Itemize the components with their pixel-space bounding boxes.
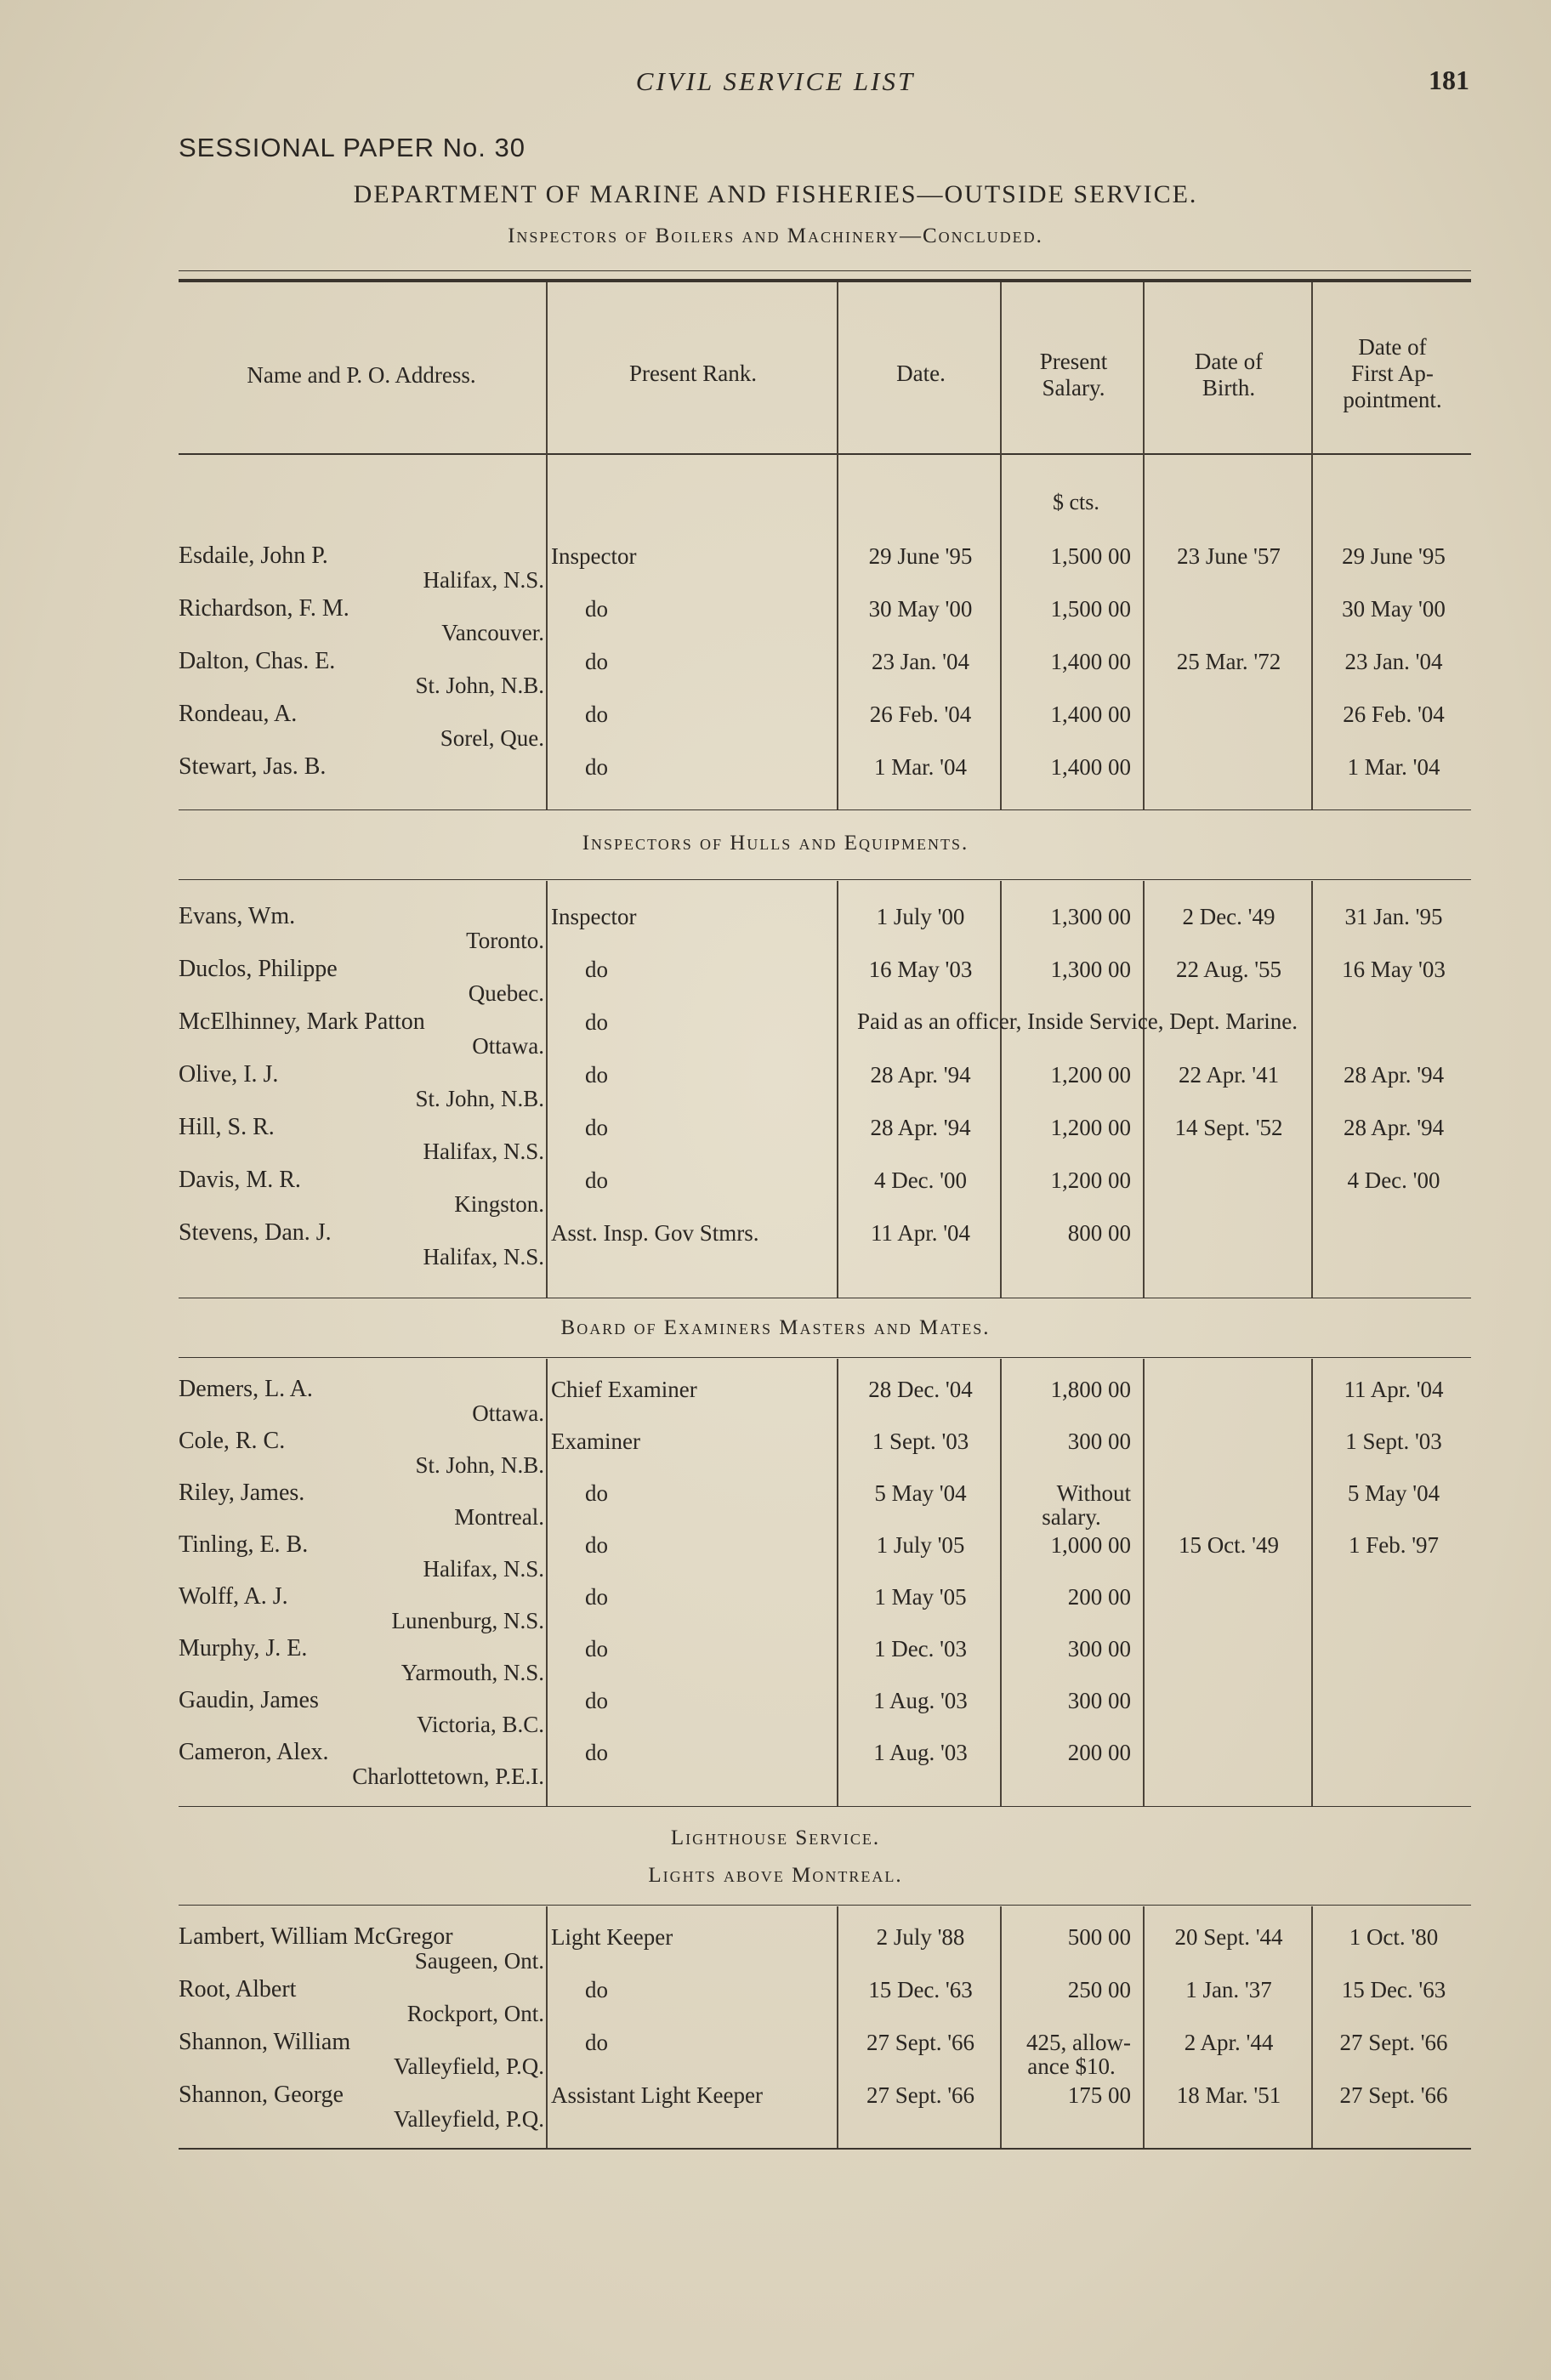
entry-birth: 14 Sept. '52 bbox=[1174, 1115, 1283, 1140]
entry-salary: 1,400 00 bbox=[1050, 702, 1131, 727]
entry-address: Charlottetown, P.E.I. bbox=[352, 1764, 544, 1789]
entry-name: Richardson, F. M. bbox=[179, 595, 349, 622]
entry-address: Victoria, B.C. bbox=[417, 1712, 544, 1737]
entry-name: Murphy, J. E. bbox=[179, 1635, 308, 1661]
entry-date: 28 Dec. '04 bbox=[868, 1377, 973, 1402]
entry-rank: do bbox=[585, 1532, 608, 1558]
entry-address: Yarmouth, N.S. bbox=[401, 1660, 544, 1685]
column-rule bbox=[546, 1906, 548, 2148]
entry-first-appointment: 11 Apr. '04 bbox=[1344, 1377, 1444, 1402]
entry-rank: Assistant Light Keeper bbox=[551, 2082, 763, 2108]
entry-first-appointment: 1 Feb. '97 bbox=[1348, 1532, 1440, 1558]
col-header-name: Name and P. O. Address. bbox=[247, 362, 476, 388]
entry-address: Toronto. bbox=[466, 928, 544, 953]
entry-salary: Without bbox=[1056, 1480, 1131, 1506]
rule bbox=[179, 270, 1471, 271]
entry-rank: do bbox=[585, 596, 608, 622]
entry-name: McElhinney, Mark Patton bbox=[179, 1008, 425, 1035]
entry-salary: 1,500 00 bbox=[1050, 596, 1131, 622]
entry-salary: 300 00 bbox=[1067, 1688, 1131, 1713]
column-rule bbox=[1000, 282, 1002, 809]
entry-birth: 20 Sept. '44 bbox=[1174, 1924, 1283, 1950]
entry-first-appointment: 16 May '03 bbox=[1342, 957, 1446, 982]
entry-address: Valleyfield, P.Q. bbox=[394, 2106, 544, 2132]
col-header-first-line3: pointment. bbox=[1343, 387, 1442, 412]
column-rule bbox=[1311, 1906, 1313, 2148]
entry-name: Root, Albert bbox=[179, 1976, 297, 2002]
entry-salary: 1,200 00 bbox=[1050, 1115, 1131, 1140]
rule bbox=[179, 1357, 1471, 1358]
entry-first-appointment: 26 Feb. '04 bbox=[1343, 702, 1445, 727]
entry-salary: 1,200 00 bbox=[1050, 1167, 1131, 1193]
section-title-lighthouse: Lighthouse Service. bbox=[670, 1826, 881, 1849]
section-subtitle-lights: Lights above Montreal. bbox=[648, 1864, 903, 1887]
entry-birth: 23 June '57 bbox=[1177, 543, 1281, 569]
entry-rank: do bbox=[585, 1636, 608, 1661]
rule bbox=[179, 879, 1471, 880]
entry-name: Shannon, William bbox=[179, 2029, 351, 2055]
entry-rank: Light Keeper bbox=[551, 1924, 673, 1950]
rule bbox=[179, 1905, 1471, 1906]
column-rule bbox=[1311, 282, 1313, 809]
entry-address: Halifax, N.S. bbox=[423, 1244, 544, 1270]
entry-address: Quebec. bbox=[468, 980, 544, 1006]
entry-name: Olive, I. J. bbox=[179, 1061, 279, 1088]
entry-rank: Inspector bbox=[551, 904, 637, 929]
entry-first-appointment: 28 Apr. '94 bbox=[1343, 1062, 1445, 1088]
rule bbox=[179, 453, 1471, 455]
entry-salary: 175 00 bbox=[1067, 2082, 1131, 2108]
entry-first-appointment: 27 Sept. '66 bbox=[1339, 2082, 1448, 2108]
column-rule bbox=[546, 881, 548, 1298]
entry-salary: 1,800 00 bbox=[1050, 1377, 1131, 1402]
entry-date: 1 July '05 bbox=[876, 1532, 965, 1558]
col-header-salary bbox=[1003, 349, 1144, 401]
entry-birth: 1 Jan. '37 bbox=[1185, 1977, 1272, 2002]
entry-address: St. John, N.B. bbox=[415, 1086, 544, 1111]
entry-name: Cameron, Alex. bbox=[179, 1739, 329, 1765]
entry-address: Saugeen, Ont. bbox=[414, 1948, 544, 1974]
entry-date: 26 Feb. '04 bbox=[869, 702, 972, 727]
entry-rank: do bbox=[585, 957, 608, 982]
entry-salary: 1,300 00 bbox=[1050, 957, 1131, 982]
entry-name: Esdaile, John P. bbox=[179, 542, 328, 569]
entry-address: Sorel, Que. bbox=[440, 725, 544, 751]
entry-date: 1 May '05 bbox=[874, 1584, 967, 1610]
entry-date: 2 July '88 bbox=[876, 1924, 965, 1950]
entry-birth: 25 Mar. '72 bbox=[1176, 649, 1281, 674]
entry-first-appointment: 27 Sept. '66 bbox=[1339, 2030, 1448, 2055]
entry-rank: Inspector bbox=[551, 543, 637, 569]
entry-name: Evans, Wm. bbox=[179, 903, 296, 929]
entry-date: 28 Apr. '94 bbox=[870, 1115, 971, 1140]
entry-rank: Chief Examiner bbox=[551, 1377, 697, 1402]
entry-birth: 22 Apr. '41 bbox=[1178, 1062, 1280, 1088]
entry-rank: do bbox=[585, 1167, 608, 1193]
entry-first-appointment: 1 Sept. '03 bbox=[1345, 1429, 1442, 1454]
entry-first-appointment: 1 Mar. '04 bbox=[1347, 754, 1440, 780]
currency-label: $ cts. bbox=[1053, 490, 1099, 514]
col-header-birth-line1: Date of bbox=[1194, 349, 1264, 374]
department-title: DEPARTMENT OF MARINE AND FISHERIES—OUTSIDE SERVICE. bbox=[353, 180, 1198, 208]
rule bbox=[179, 279, 1471, 282]
entry-birth: 22 Aug. '55 bbox=[1175, 957, 1282, 982]
entry-birth: 2 Dec. '49 bbox=[1182, 904, 1275, 929]
entry-name: Cole, R. C. bbox=[179, 1428, 286, 1454]
entry-rank: do bbox=[585, 1740, 608, 1765]
entry-date: 1 Dec. '03 bbox=[873, 1636, 968, 1661]
col-header-salary-line1: Present bbox=[1039, 349, 1108, 374]
column-rule bbox=[1000, 1359, 1002, 1806]
entry-address: Halifax, N.S. bbox=[423, 567, 544, 593]
rule bbox=[179, 2148, 1471, 2150]
entry-date: 23 Jan. '04 bbox=[871, 649, 970, 674]
running-head: CIVIL SERVICE LIST bbox=[635, 66, 916, 96]
column-rule bbox=[1000, 1906, 1002, 2148]
entry-date: 27 Sept. '66 bbox=[866, 2082, 975, 2108]
entry-rank: Asst. Insp. Gov Stmrs. bbox=[551, 1220, 759, 1246]
col-header-birth bbox=[1148, 349, 1310, 401]
entry-address: Montreal. bbox=[454, 1504, 544, 1530]
entry-name: Davis, M. R. bbox=[179, 1167, 301, 1193]
column-rule bbox=[1143, 282, 1145, 809]
entry-address: Halifax, N.S. bbox=[423, 1139, 544, 1164]
column-rule bbox=[546, 282, 548, 809]
col-header-rank: Present Rank. bbox=[629, 361, 757, 386]
entry-rank: do bbox=[585, 754, 608, 780]
entry-salary: 1,400 00 bbox=[1050, 649, 1131, 674]
entry-date: 1 Aug. '03 bbox=[873, 1740, 968, 1765]
entry-first-appointment: 28 Apr. '94 bbox=[1343, 1115, 1445, 1140]
entry-name: Rondeau, A. bbox=[179, 701, 298, 727]
column-rule bbox=[1143, 881, 1145, 1298]
entry-rank: do bbox=[585, 1584, 608, 1610]
entry-date: 30 May '00 bbox=[868, 596, 973, 622]
entry-salary: 300 00 bbox=[1067, 1636, 1131, 1661]
entry-first-appointment: 31 Jan. '95 bbox=[1344, 904, 1443, 929]
entry-name: Tinling, E. B. bbox=[179, 1531, 309, 1558]
entry-rank: do bbox=[585, 1480, 608, 1506]
entry-rank: Examiner bbox=[551, 1429, 640, 1454]
entry-address: Ottawa. bbox=[472, 1400, 544, 1426]
column-rule bbox=[546, 1359, 548, 1806]
rule bbox=[179, 809, 1471, 810]
section-title-boilers: Inspectors of Boilers and Machinery—Concluded. bbox=[508, 224, 1043, 247]
page-number: 181 bbox=[1429, 65, 1469, 95]
entry-rank: do bbox=[585, 1977, 608, 2002]
entry-address: Rockport, Ont. bbox=[406, 2001, 544, 2026]
entry-rank: do bbox=[585, 1688, 608, 1713]
entry-address: Valleyfield, P.Q. bbox=[394, 2053, 544, 2079]
entry-rank: do bbox=[585, 2030, 608, 2055]
entry-date: 11 Apr. '04 bbox=[870, 1220, 971, 1246]
entry-salary: 1,400 00 bbox=[1050, 754, 1131, 780]
entry-first-appointment: 30 May '00 bbox=[1342, 596, 1446, 622]
entry-date: 4 Dec. '00 bbox=[873, 1167, 968, 1193]
entry-date: 1 Sept. '03 bbox=[872, 1429, 969, 1454]
entry-date: 1 Aug. '03 bbox=[873, 1688, 968, 1713]
entry-birth: 2 Apr. '44 bbox=[1184, 2030, 1274, 2055]
entry-date: 5 May '04 bbox=[874, 1480, 967, 1506]
entry-name: Gaudin, James bbox=[179, 1687, 319, 1713]
entry-salary: 300 00 bbox=[1067, 1429, 1131, 1454]
entry-first-appointment: 15 Dec. '63 bbox=[1341, 1977, 1446, 2002]
entry-birth: 18 Mar. '51 bbox=[1176, 2082, 1281, 2108]
entry-rank: do bbox=[585, 649, 608, 674]
entry-address: Vancouver. bbox=[441, 620, 544, 645]
entry-rank: do bbox=[585, 1062, 608, 1088]
col-header-first-line2: First Ap- bbox=[1351, 361, 1434, 386]
entry-rank: do bbox=[585, 702, 608, 727]
col-header-salary-line2: Salary. bbox=[1042, 375, 1105, 400]
entry-name: Riley, James. bbox=[179, 1480, 305, 1506]
entry-note: Paid as an officer, Inside Service, Dept. Marine. bbox=[857, 1008, 1298, 1034]
entry-name: Shannon, George bbox=[179, 2082, 344, 2108]
entry-first-appointment: 1 Oct. '80 bbox=[1349, 1924, 1439, 1950]
column-rule bbox=[1311, 1359, 1313, 1806]
entry-address: St. John, N.B. bbox=[415, 673, 544, 698]
entry-salary: 1,500 00 bbox=[1050, 543, 1131, 569]
entry-salary: 1,000 00 bbox=[1050, 1532, 1131, 1558]
entry-salary: 425, allow- bbox=[1026, 2030, 1131, 2055]
section-title-hulls: Inspectors of Hulls and Equipments. bbox=[582, 832, 969, 855]
entry-name: Demers, L. A. bbox=[179, 1376, 313, 1402]
entry-birth: 15 Oct. '49 bbox=[1178, 1532, 1280, 1558]
entry-address: Kingston. bbox=[454, 1191, 544, 1217]
entry-name: Hill, S. R. bbox=[179, 1114, 275, 1140]
entry-salary: 1,300 00 bbox=[1050, 904, 1131, 929]
entry-address: St. John, N.B. bbox=[415, 1452, 544, 1478]
section-title-examiners: Board of Examiners Masters and Mates. bbox=[560, 1316, 991, 1339]
entry-salary: 200 00 bbox=[1067, 1740, 1131, 1765]
col-header-first-appointment bbox=[1314, 334, 1471, 413]
column-rule bbox=[1311, 881, 1313, 1298]
column-rule bbox=[837, 1359, 838, 1806]
entry-first-appointment: 4 Dec. '00 bbox=[1347, 1167, 1440, 1193]
entry-date: 15 Dec. '63 bbox=[868, 1977, 973, 2002]
entry-salary-note: salary. bbox=[1042, 1504, 1101, 1530]
entry-name: Duclos, Philippe bbox=[179, 956, 338, 982]
entry-rank: do bbox=[585, 1009, 608, 1035]
entry-date: 29 June '95 bbox=[868, 543, 973, 569]
entry-date: 28 Apr. '94 bbox=[870, 1062, 971, 1088]
entry-address: Halifax, N.S. bbox=[423, 1556, 544, 1582]
entry-salary: 800 00 bbox=[1067, 1220, 1131, 1246]
entry-date: 27 Sept. '66 bbox=[866, 2030, 975, 2055]
entry-salary: 200 00 bbox=[1067, 1584, 1131, 1610]
entry-date: 1 July '00 bbox=[876, 904, 965, 929]
entry-address: Ottawa. bbox=[472, 1033, 544, 1059]
col-header-first-line1: Date of bbox=[1358, 334, 1427, 360]
sessional-paper: SESSIONAL PAPER No. 30 bbox=[179, 133, 526, 162]
rule bbox=[179, 1806, 1471, 1807]
entry-address: Lunenburg, N.S. bbox=[391, 1608, 544, 1633]
entry-salary-note: ance $10. bbox=[1027, 2053, 1116, 2079]
entry-date: 16 May '03 bbox=[868, 957, 973, 982]
entry-first-appointment: 29 June '95 bbox=[1342, 543, 1446, 569]
entry-name: Wolff, A. J. bbox=[179, 1583, 288, 1610]
entry-name: Stewart, Jas. B. bbox=[179, 753, 327, 780]
entry-name: Dalton, Chas. E. bbox=[179, 648, 336, 674]
entry-salary: 1,200 00 bbox=[1050, 1062, 1131, 1088]
entry-salary: 500 00 bbox=[1067, 1924, 1131, 1950]
column-rule bbox=[1143, 1359, 1145, 1806]
entry-rank: do bbox=[585, 1115, 608, 1140]
column-rule bbox=[1000, 881, 1002, 1298]
col-header-date: Date. bbox=[896, 361, 946, 386]
entry-name: Lambert, William McGregor bbox=[179, 1923, 453, 1950]
column-rule bbox=[1143, 1906, 1145, 2148]
entry-first-appointment: 5 May '04 bbox=[1347, 1480, 1440, 1506]
entry-first-appointment: 23 Jan. '04 bbox=[1344, 649, 1443, 674]
entry-salary: 250 00 bbox=[1067, 1977, 1131, 2002]
col-header-birth-line2: Birth. bbox=[1202, 375, 1256, 400]
entry-name: Stevens, Dan. J. bbox=[179, 1219, 332, 1246]
entry-date: 1 Mar. '04 bbox=[873, 754, 968, 780]
